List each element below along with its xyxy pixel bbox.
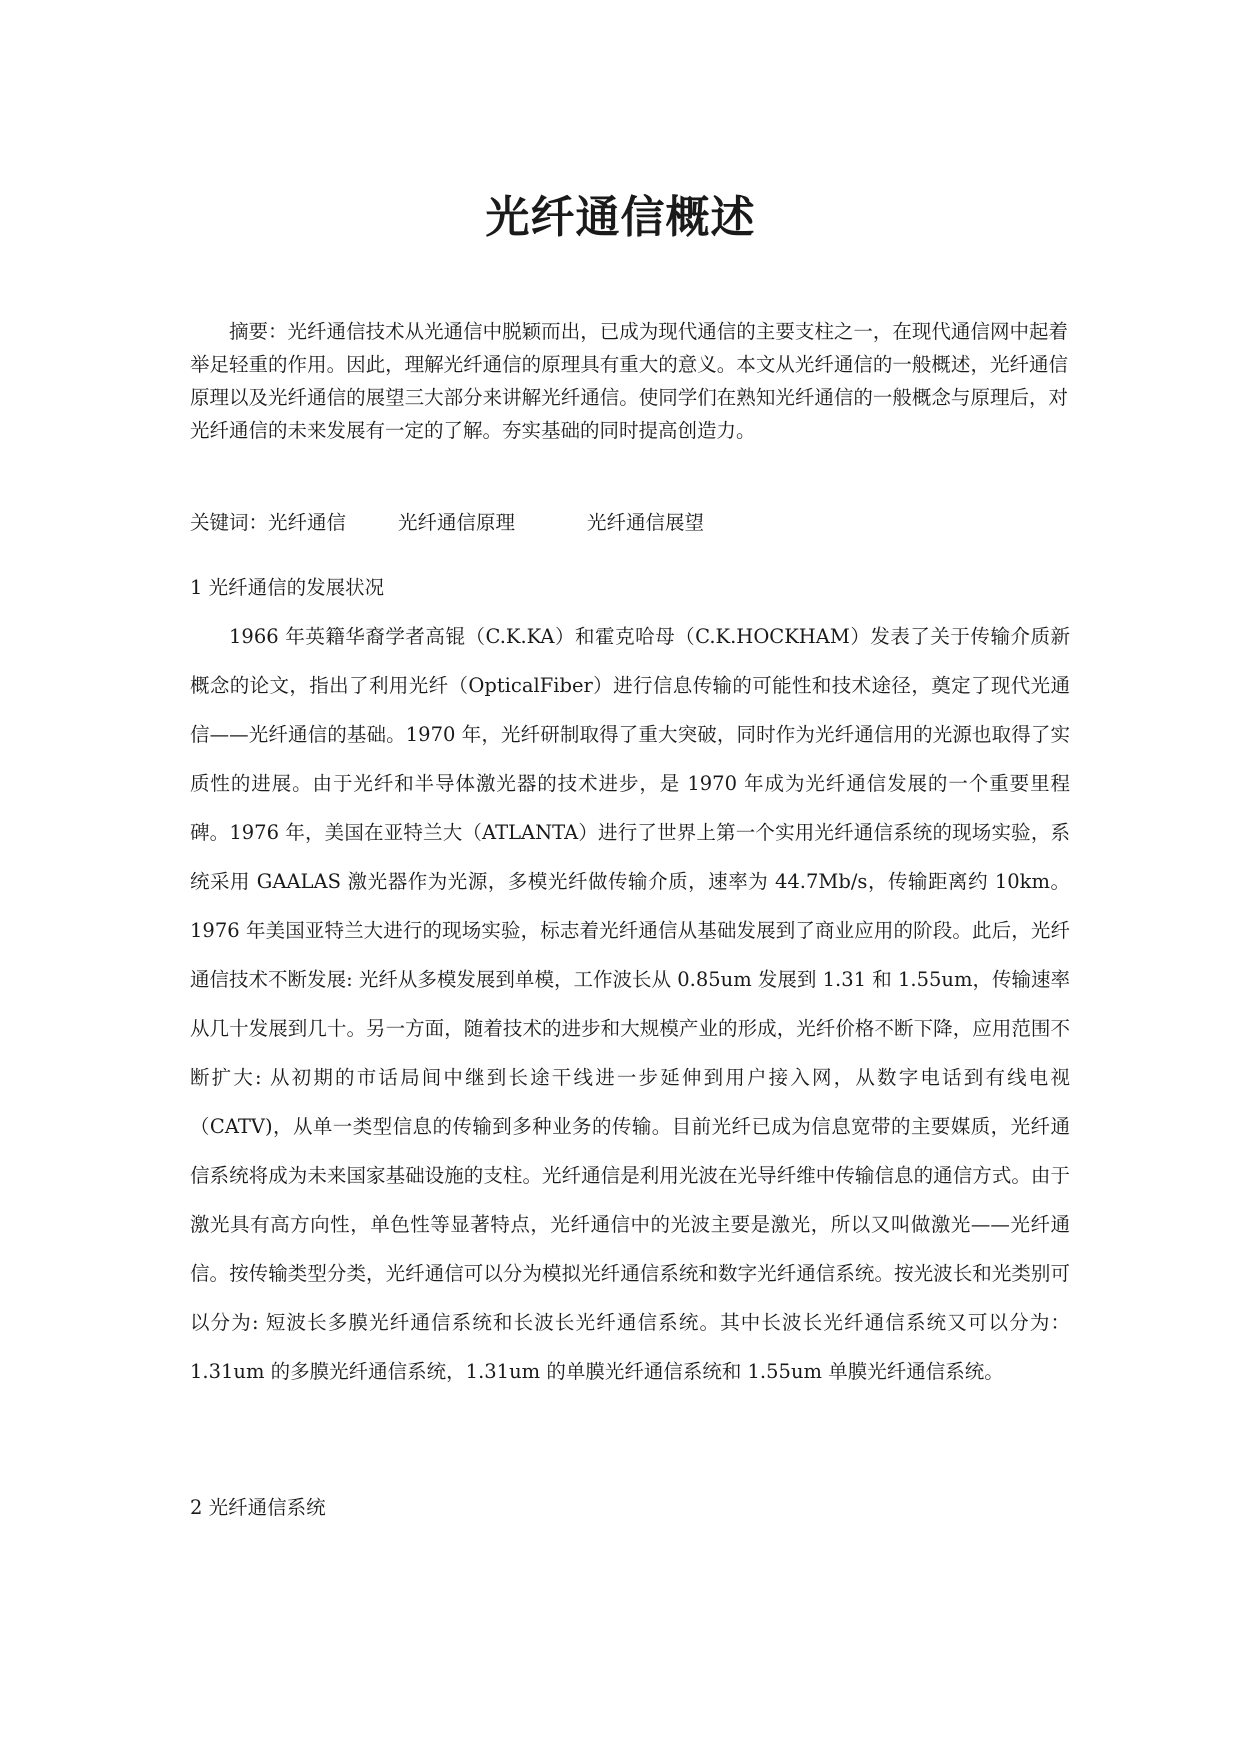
section-heading-1: 1 光纤通信的发展状况 (190, 576, 385, 599)
keywords-label: 关键词： (190, 511, 269, 534)
section-1-body: 1966 年英籍华裔学者高锟（C.K.KA）和霍克哈母（C.K.HOCKHAM）发表了关于传输介质新概念的论文，指出了利用光纤（OpticalFiber）进行信息传输的可能性和技术途径，奠定了现代光通信——光纤通信的基础。1970 年，光纤研制取得了重大突破，同时作为光纤通信用的光源也取得了实质性的进展。由于光纤和半导体激光器的技术进步，是 1970 年成为光纤通信发展的一个重要里程碑。1976 年，美国在亚特兰大（ATLANTA）进行了世界上第一个实用光纤通信系统的现场实验，系统采用 GAALAS 激光器作为光源，多模光纤做传输介质，速率为 44.7Mb/s，传输距离约 10km。1976 年美国亚特兰大进行的现场实验，标志着光纤通信从基础发展到了商业应用的阶段。此后，光纤通信技术不断发展: 光纤从多模发展到单模，工作波长从 0.85um 发展到 1.31 和 1.55um，传输速率从几十发展到几十。另一方面，随着技术的进步和大规模产业的形成，光纤价格不断下降，应用范围不断扩大: 从初期的市话局间中继到长途干线进一步延伸到用户接入网，从数字电话到有线电视（CATV)，从单一类型信息的传输到多种业务的传输。目前光纤已成为信息宽带的主要媒质，光纤通信系统将成为未来国家基础设施的支柱。光纤通信是利用光波在光导纤维中传输信息的通信方式。由于激光具有高方向性，单色性等显著特点，光纤通信中的光波主要是激光，所以又叫做激光——光纤通信。按传输类型分类，光纤通信可以分为模拟光纤通信系统和数字光纤通信系统。按光波长和光类别可以分为: 短波长多膜光纤通信系统和长波长光纤通信系统。其中长波长光纤通信系统又可以分为：1.31um 的多膜光纤通信系统，1.31um 的单膜光纤通信系统和 1.55um 单膜光纤通信系统。 (190, 625, 1070, 1383)
keywords-line (190, 508, 1068, 538)
keyword-item: 光纤通信原理 (398, 511, 516, 534)
keyword-item: 光纤通信展望 (587, 511, 705, 534)
section-heading-2: 2 光纤通信系统 (190, 1496, 326, 1519)
document-title: 光纤通信概述 (485, 192, 756, 243)
abstract-paragraph: 摘要：光纤通信技术从光通信中脱颖而出，已成为现代通信的主要支柱之一，在现代通信网中起着举足轻重的作用。因此，理解光纤通信的原理具有重大的意义。本文从光纤通信的一般概述，光纤通信原理以及光纤通信的展望三大部分来讲解光纤通信。使同学们在熟知光纤通信的一般概念与原理后，对光纤通信的未来发展有一定的了解。夯实基础的同时提高创造力。 (190, 320, 1068, 442)
keyword-item: 光纤通信 (268, 511, 347, 534)
